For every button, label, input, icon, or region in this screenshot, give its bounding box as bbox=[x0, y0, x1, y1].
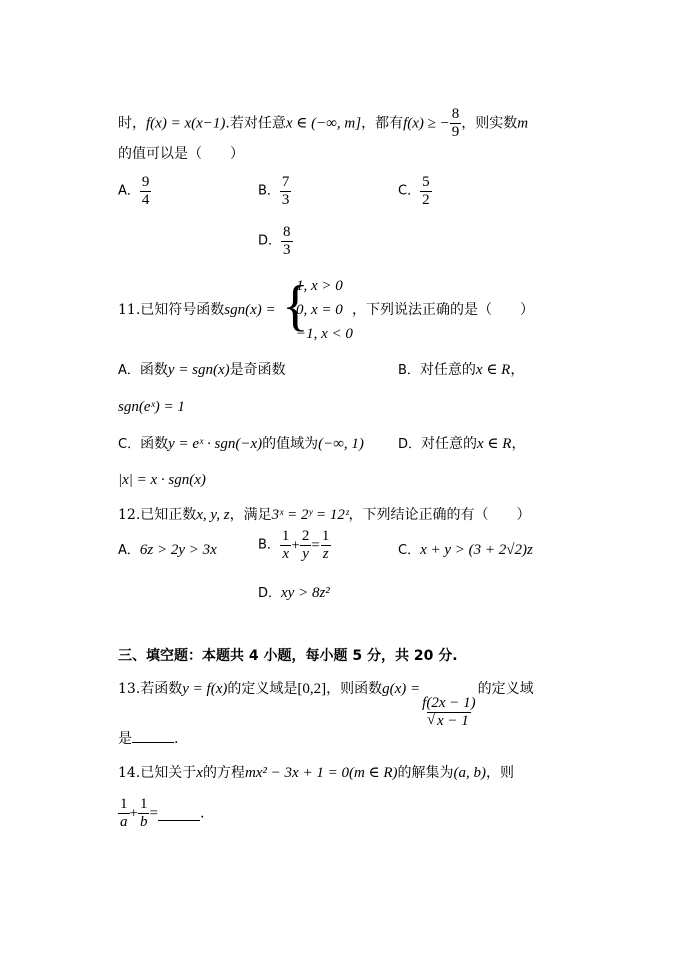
q13-line2: 是 . bbox=[118, 728, 178, 749]
q11-stem: 11.已知符号函数sgn(x) = bbox=[118, 302, 276, 318]
q10-question-end: 的值可以是（ ） bbox=[118, 146, 244, 162]
q14-line2: $\frac{1}{a}$ + $\frac{1}{b}$ = . bbox=[120, 796, 205, 830]
q13-answer-blank[interactable] bbox=[132, 728, 174, 743]
q10-prefix: 时， bbox=[118, 115, 146, 132]
option-c-fraction: $\frac{5}{2}$ bbox=[422, 174, 430, 208]
q11-option-c: C．函数y = eˣ · sgn(−x)的值域为(−∞, 1) bbox=[118, 436, 364, 452]
q11-case-1: 1, x > 0 bbox=[296, 278, 343, 294]
q11-case-2: 0, x = 0 bbox=[296, 302, 343, 318]
q14-stem: 14.已知关于x的方程mx² − 3x + 1 = 0(m ∈ R)的解集为(a, b)，则 bbox=[118, 765, 515, 781]
q12-stem: 12.已知正数x, y, z，满足3ˣ = 2ʸ = 12ᶻ，下列结论正确的有（ ） bbox=[118, 507, 531, 523]
piecewise-brace: { bbox=[282, 275, 309, 337]
q10-function: f(x) = x(x−1) bbox=[146, 115, 226, 132]
option-a-fraction: $\frac{9}{4}$ bbox=[141, 174, 150, 208]
q10-line1 bbox=[118, 106, 529, 140]
q14-answer-blank[interactable] bbox=[158, 806, 200, 821]
q12-option-c: C．x + y > (3 + 2√2)z bbox=[398, 542, 533, 558]
section-3-heading: 三、填空题：本题共 4 小题，每小题 5 分，共 20 分. bbox=[118, 648, 458, 664]
q13-g-fraction: f(2x − 1) √ x − 1 bbox=[422, 695, 476, 729]
q10-line2 bbox=[118, 144, 244, 164]
q13-stem: 13.若函数y = f(x)的定义域是[0,2]，则函数g(x) = f(2x − 1) √ x − 1 的定义域 bbox=[118, 681, 534, 729]
q11-option-a: A．函数y = sgn(x)是奇函数 bbox=[118, 362, 286, 378]
q10-option-a: A． $\frac{9}{4}$ bbox=[118, 174, 150, 208]
q10-text-1: .若对任意 bbox=[225, 115, 286, 132]
q10-var-m: m bbox=[517, 115, 529, 132]
q10-text-3: ，则实数 bbox=[461, 115, 518, 132]
q12-option-a: A．6z > 2y > 3x bbox=[118, 542, 217, 558]
q10-text-2: ，都有 bbox=[361, 115, 404, 132]
q11-sgn-def: sgn(x) = bbox=[224, 302, 276, 318]
q10-inequality: f(x) ≥ − bbox=[403, 115, 450, 132]
q12-option-d: D．xy > 8z² bbox=[258, 585, 330, 601]
q11-option-d: D．对任意的x ∈ R， bbox=[398, 436, 526, 452]
q11-option-b: B．对任意的x ∈ R， bbox=[398, 362, 525, 378]
q11-stem-end: ，下列说法正确的是（ ） bbox=[352, 302, 534, 318]
q12-option-b: B． $\frac{1}{x}$ + $\frac{2}{y}$ = $\frac{1}{z}$ bbox=[258, 528, 330, 562]
q11-option-b-line2: sgn(eˣ) = 1 bbox=[118, 399, 185, 415]
q10-option-c: C． $\frac{5}{2}$ bbox=[398, 174, 430, 208]
q11-case-3: −1, x < 0 bbox=[296, 326, 353, 342]
option-b-fraction: $\frac{7}{3}$ bbox=[281, 174, 290, 208]
option-d-fraction: $\frac{8}{3}$ bbox=[283, 224, 291, 258]
q10-domain: x ∈ (−∞, m] bbox=[285, 115, 362, 132]
q10-option-b: B． $\frac{7}{3}$ bbox=[258, 174, 290, 208]
q10-option-d: D． $\frac{8}{3}$ bbox=[258, 224, 291, 258]
q11-option-d-line2: |x| = x · sgn(x) bbox=[118, 472, 206, 488]
q10-inequality-fraction: $\frac{8}{9}$ bbox=[451, 106, 460, 140]
